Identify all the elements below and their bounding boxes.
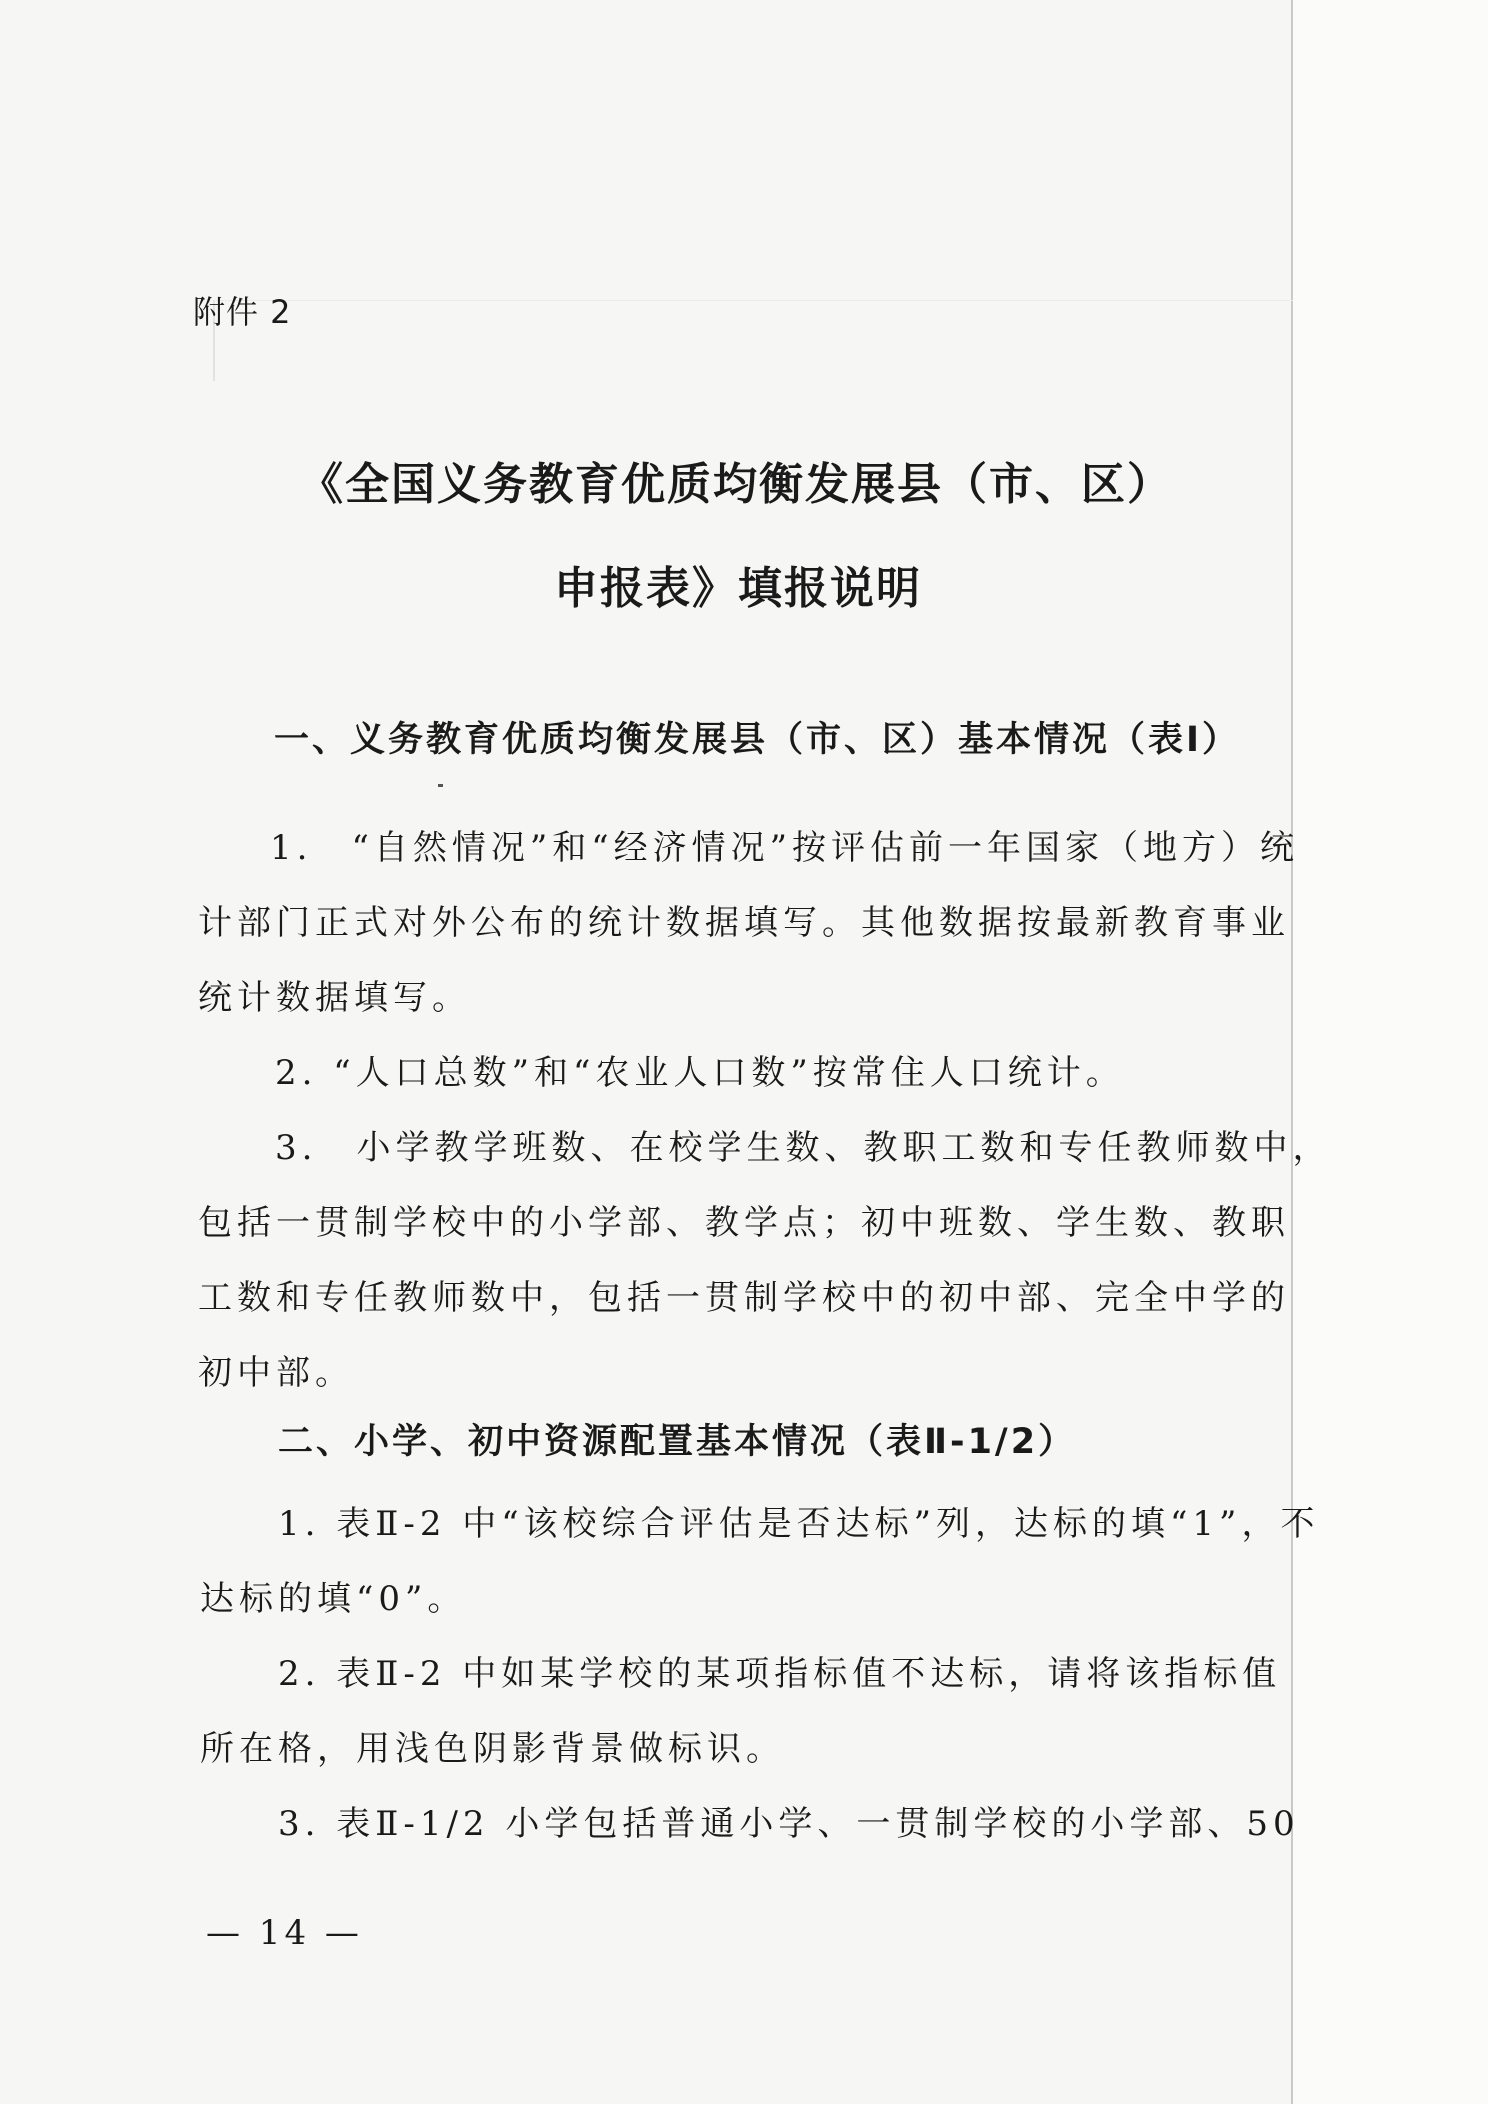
section-1-item-1-line-1: 1. “自然情况”和“经济情况”按评估前一年国家（地方）统 xyxy=(270,828,1299,868)
section-2-heading: 二、小学、初中资源配置基本情况（表Ⅱ-1/2） xyxy=(278,1422,1077,1462)
bleed-through-box xyxy=(213,300,1293,381)
section-1-item-3-line-4: 初中部。 xyxy=(198,1353,354,1393)
section-1-item-1-line-3: 统计数据填写。 xyxy=(198,978,471,1018)
section-1-item-2: 2. “人口总数”和“农业人口数”按常住人口统计。 xyxy=(275,1053,1125,1093)
scan-right-margin xyxy=(1293,0,1488,2104)
section-2-item-2-line-2: 所在格，用浅色阴影背景做标识。 xyxy=(200,1729,785,1769)
section-1-item-3-line-1: 3. 小学教学班数、在校学生数、教职工数和专任教师数中， xyxy=(275,1128,1332,1168)
section-2-item-1-line-2: 达标的填“0”。 xyxy=(200,1579,467,1619)
section-2-item-2-line-1: 2. 表Ⅱ-2 中如某学校的某项指标值不达标，请将该指标值 xyxy=(278,1654,1282,1694)
section-1-item-1-line-2: 计部门正式对外公布的统计数据填写。其他数据按最新教育事业 xyxy=(198,903,1290,943)
section-2-item-1-line-1: 1. 表Ⅱ-2 中“该校综合评估是否达标”列，达标的填“1”，不 xyxy=(278,1504,1320,1544)
attachment-label: 附件 2 xyxy=(193,293,292,331)
page-number: — 14 — xyxy=(206,1913,363,1953)
scan-speck xyxy=(438,784,443,787)
document-title-line-1: 《全国义务教育优质均衡发展县（市、区） xyxy=(299,459,1173,510)
section-1-item-3-line-3: 工数和专任教师数中，包括一贯制学校中的初中部、完全中学的 xyxy=(198,1278,1290,1318)
section-1-heading: 一、义务教育优质均衡发展县（市、区）基本情况（表Ⅰ） xyxy=(274,720,1241,760)
section-1-item-3-line-2: 包括一贯制学校中的小学部、教学点；初中班数、学生数、教职 xyxy=(198,1203,1290,1243)
section-2-item-3-line-1: 3. 表Ⅱ-1/2 小学包括普通小学、一贯制学校的小学部、50 xyxy=(278,1804,1300,1844)
document-title-line-2: 申报表》填报说明 xyxy=(554,563,922,614)
